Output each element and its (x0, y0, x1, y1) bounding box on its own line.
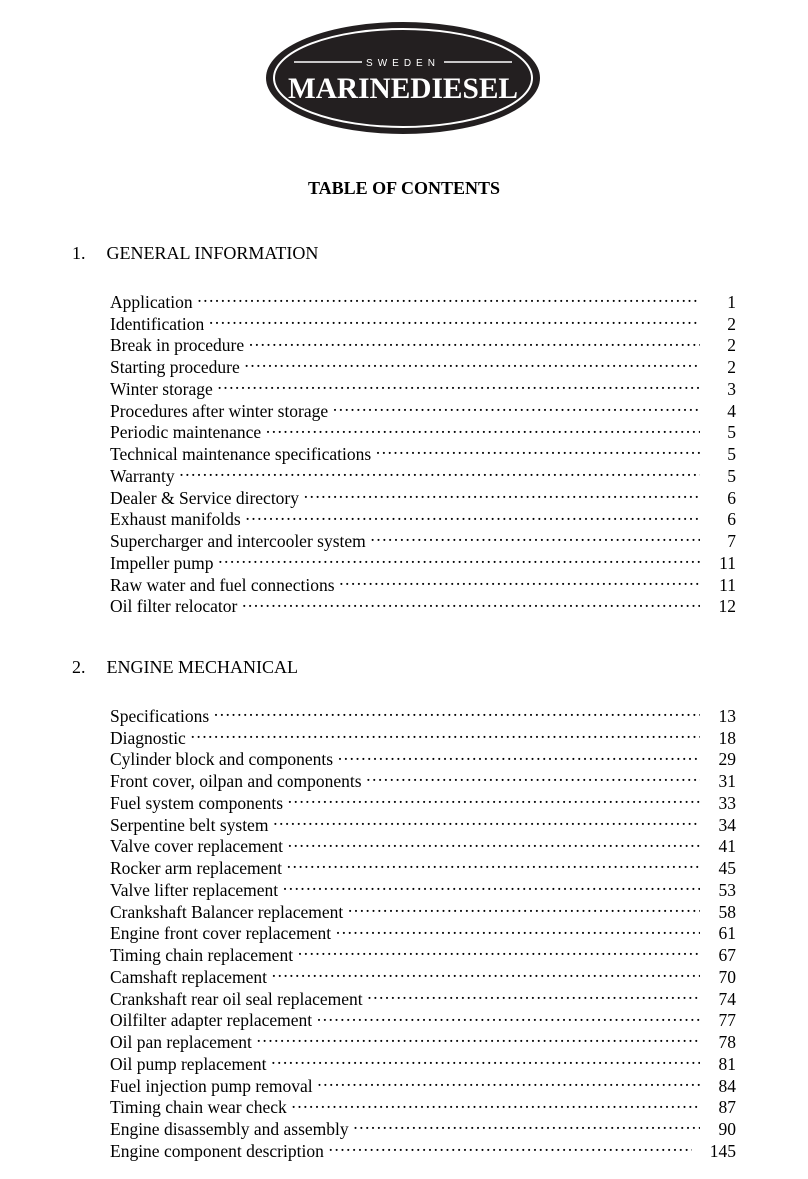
toc-entry-page-number: 41 (718, 836, 736, 857)
dot-leader (270, 1048, 700, 1070)
toc-entry-page-number: 5 (727, 444, 736, 464)
toc-entry-label: Serpentine belt system (110, 814, 269, 835)
section-number: 1. (72, 243, 86, 263)
toc-entry (110, 308, 736, 334)
dot-leader (271, 961, 700, 983)
dot-leader (316, 1005, 700, 1027)
dot-leader (337, 744, 700, 766)
toc-entry (110, 744, 736, 770)
toc-entry-label: Fuel injection pump removal (110, 1075, 313, 1096)
toc-entry-label: Supercharger and intercooler system (110, 531, 366, 551)
dot-leader (208, 308, 700, 330)
toc-entry-page-number: 2 (727, 335, 736, 356)
dot-leader (213, 700, 700, 722)
dot-leader (256, 1026, 700, 1048)
toc-entry-label: Fuel system components (110, 792, 284, 813)
toc-entry-page-number: 84 (718, 1075, 736, 1096)
toc-entry-label: Oil filter relocator (110, 596, 238, 617)
dot-leader (217, 373, 700, 395)
logo-tagline: SWEDEN (366, 58, 440, 69)
toc-entry-page-number: 33 (718, 792, 736, 813)
toc-entry-page-number: 81 (718, 1053, 736, 1074)
dot-leader (303, 482, 700, 504)
toc-entry-page-number: 5 (727, 422, 736, 443)
toc-entry-label: Oil pump replacement (110, 1053, 267, 1074)
toc-entry-page-number: 3 (727, 378, 736, 399)
dot-leader (332, 395, 700, 417)
toc-entry-page-number: 90 (718, 1119, 736, 1139)
toc-entry-page-number: 2 (727, 357, 736, 377)
toc-entry-label: Identification (110, 313, 205, 334)
dot-leader (328, 1135, 692, 1157)
toc-entry-page-number: 11 (719, 574, 736, 595)
toc-entry-page-number: 45 (718, 858, 736, 878)
section-heading-text: GENERAL INFORMATION (106, 243, 319, 263)
dot-leader (291, 1092, 700, 1114)
toc-entry-label: Valve cover replacement (110, 836, 283, 857)
dot-leader (286, 852, 700, 874)
toc-entry-page-number: 18 (718, 727, 736, 748)
toc-entry-page-number: 34 (718, 814, 736, 835)
section-heading-text: ENGINE MECHANICAL (106, 657, 298, 677)
toc-entry-page-number: 61 (718, 923, 736, 944)
toc-entry-page-number: 6 (727, 509, 736, 530)
toc-entry-page-number: 87 (718, 1097, 736, 1118)
section-number: 2. (72, 657, 86, 677)
toc-entry-page-number: 11 (719, 552, 736, 573)
dot-leader (245, 504, 700, 526)
toc-entry (110, 700, 736, 726)
toc-entry-label: Periodic maintenance (110, 422, 262, 443)
toc-entry-label: Valve lifter replacement (110, 879, 279, 900)
dot-leader (297, 939, 700, 961)
toc-entry-page-number: 1 (727, 291, 736, 312)
toc-entry-label: Timing chain wear check (110, 1097, 287, 1118)
dot-leader (244, 351, 700, 373)
dot-leader (248, 330, 700, 352)
logo-brand: MARINEDIESEL (288, 72, 518, 105)
toc-entry-page-number: 74 (718, 988, 736, 1009)
toc-entry-page-number: 145 (709, 1140, 736, 1161)
dot-leader (317, 1070, 700, 1092)
toc-entry-page-number: 78 (718, 1032, 736, 1052)
toc-list-engine-mechanical (110, 700, 736, 1161)
toc-entry-label: Specifications (110, 705, 210, 726)
toc-entry-page-number: 29 (718, 749, 736, 770)
toc-entry-label: Warranty (110, 465, 175, 486)
toc-entry-page-number: 31 (718, 771, 736, 791)
toc-entry-label: Crankshaft Balancer replacement (110, 901, 344, 922)
toc-entry-label: Engine component description (110, 1140, 324, 1161)
section-heading-general-information (72, 243, 318, 264)
dot-leader (241, 591, 700, 613)
toc-entry-label: Oilfilter adapter replacement (110, 1010, 313, 1031)
toc-entry (110, 286, 736, 312)
dot-leader (218, 547, 700, 569)
dot-leader (339, 569, 700, 591)
toc-entry-label: Break in procedure (110, 335, 245, 356)
dot-leader (375, 438, 700, 460)
dot-leader (335, 918, 700, 940)
toc-entry-label: Procedures after winter storage (110, 400, 329, 421)
section-heading-engine-mechanical (72, 657, 298, 678)
dot-leader (190, 722, 700, 744)
toc-entry-page-number: 4 (727, 400, 736, 421)
toc-entry-label: Rocker arm replacement (110, 858, 282, 878)
toc-entry-page-number: 5 (727, 465, 736, 486)
toc-entry-page-number: 12 (718, 596, 736, 617)
dot-leader (282, 874, 700, 896)
toc-entry-label: Raw water and fuel connections (110, 574, 335, 595)
toc-entry-label: Impeller pump (110, 552, 214, 573)
toc-entry-label: Oil pan replacement (110, 1032, 252, 1052)
dot-leader (287, 831, 700, 853)
toc-entry-page-number: 13 (718, 705, 736, 726)
toc-entry-label: Starting procedure (110, 357, 240, 377)
dot-leader (197, 286, 700, 308)
toc-entry (110, 482, 736, 508)
toc-entry-label: Winter storage (110, 378, 213, 399)
dot-leader (353, 1113, 700, 1135)
toc-entry-label: Technical maintenance specifications (110, 444, 372, 464)
toc-entry (110, 722, 736, 748)
dot-leader (287, 787, 700, 809)
toc-entry-page-number: 53 (718, 879, 736, 900)
toc-entry-page-number: 77 (718, 1010, 736, 1031)
toc-entry-label: Cylinder block and components (110, 749, 334, 770)
marinediesel-logo (264, 20, 542, 136)
toc-entry-label: Camshaft replacement (110, 966, 267, 987)
dot-leader (347, 896, 700, 918)
toc-entry-page-number: 58 (718, 901, 736, 922)
toc-entry-label: Crankshaft rear oil seal replacement (110, 988, 363, 1009)
dot-leader (265, 417, 700, 439)
toc-entry-label: Dealer & Service directory (110, 487, 300, 508)
dot-leader (366, 765, 700, 787)
toc-entry-page-number: 2 (727, 313, 736, 334)
toc-entry-label: Front cover, oilpan and components (110, 771, 362, 791)
dot-leader (179, 460, 700, 482)
toc-entry-page-number: 67 (718, 945, 736, 965)
toc-entry-page-number: 6 (727, 487, 736, 508)
toc-entry-label: Engine disassembly and assembly (110, 1119, 349, 1139)
toc-entry-label: Exhaust manifolds (110, 509, 241, 530)
toc-entry-page-number: 7 (727, 531, 736, 551)
dot-leader (370, 525, 700, 547)
toc-entry-label: Timing chain replacement (110, 945, 294, 965)
toc-entry (110, 460, 736, 486)
toc-entry-label: Application (110, 291, 193, 312)
toc-entry-label: Engine front cover replacement (110, 923, 332, 944)
page-title: TABLE OF CONTENTS (307, 178, 501, 198)
toc-entry-label: Diagnostic (110, 727, 186, 748)
dot-leader (272, 809, 700, 831)
dot-leader (367, 983, 700, 1005)
toc-entry-page-number: 70 (718, 966, 736, 987)
toc-list-general-information (110, 286, 736, 617)
